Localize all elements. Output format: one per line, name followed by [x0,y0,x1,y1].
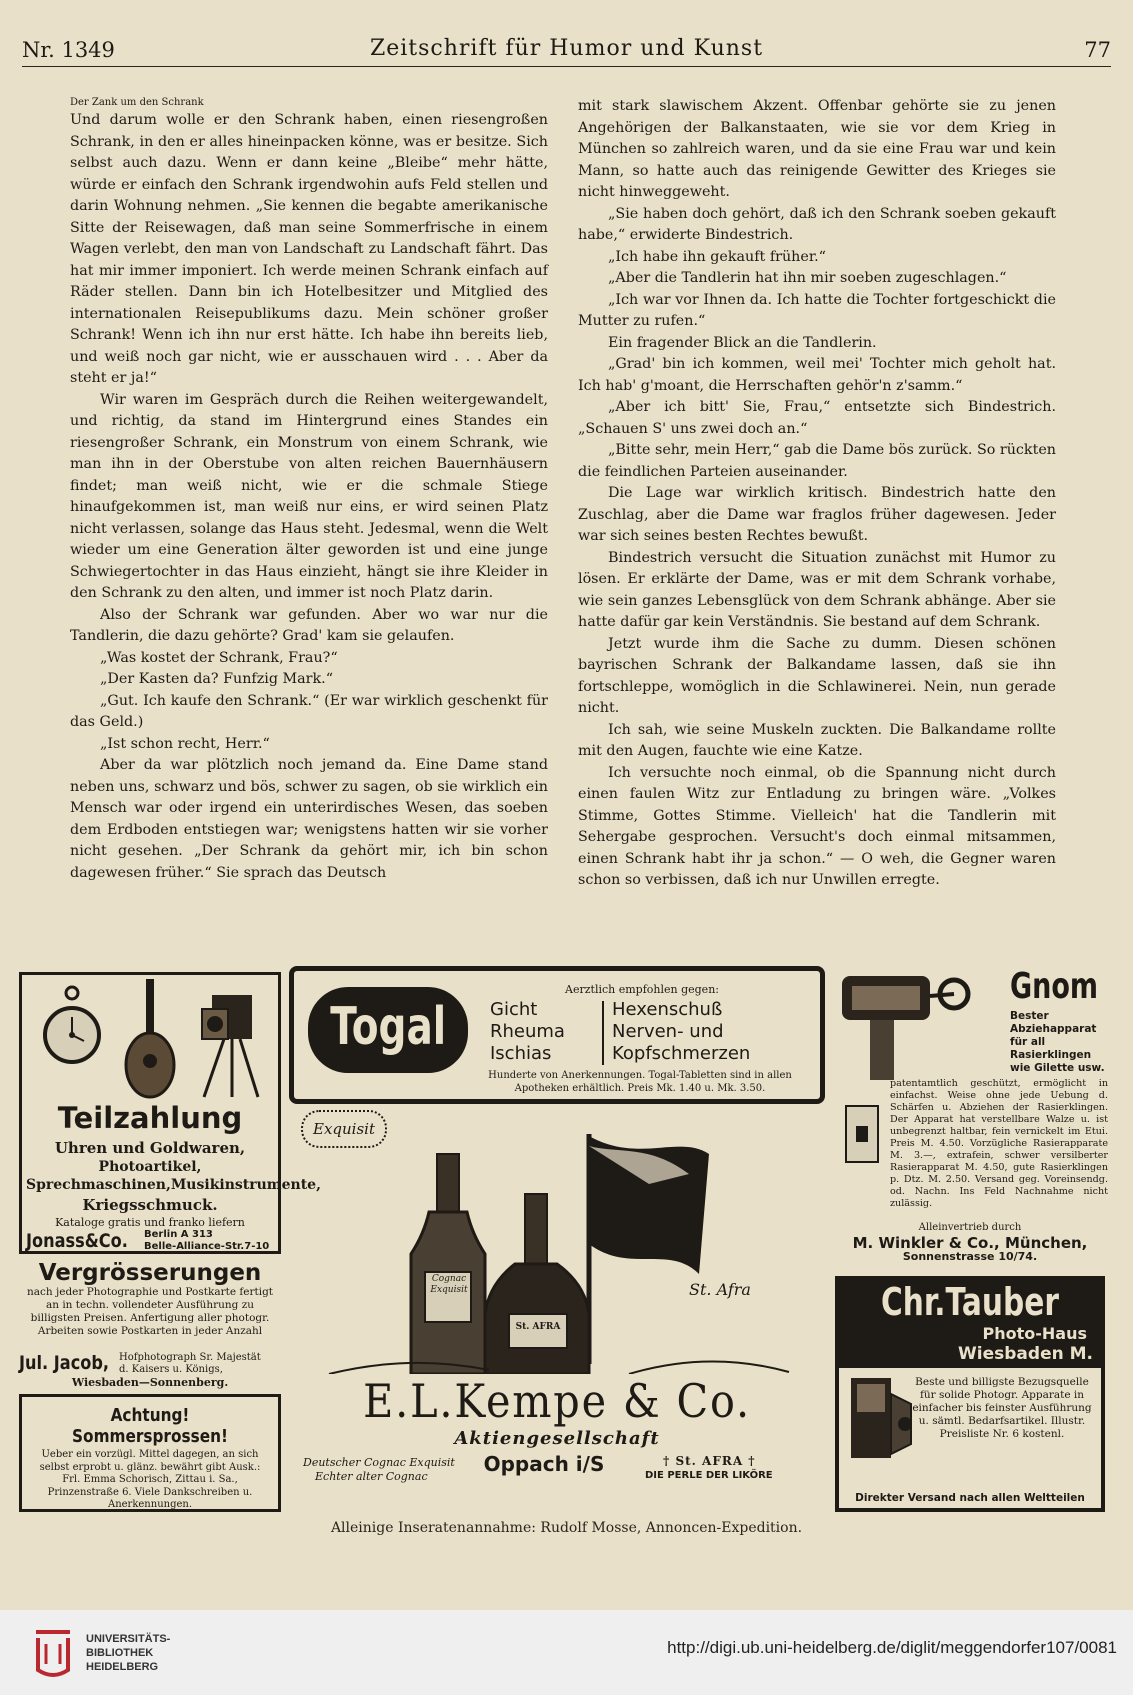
paragraph: „Der Kasten da? Funfzig Mark.“ [100,671,334,687]
library-footer-bar [0,1610,1133,1695]
ad-vergroesserungen [19,1260,281,1388]
ad-subtitle: Bester Abziehapparat für all Rasierklingen wie Gilette usw. [1010,1010,1105,1074]
ad-title: Vergrösserungen [38,1260,262,1286]
product-line: Deutscher Cognac Exquisit [303,1456,455,1469]
paragraph: „Sie haben doch gehört, daß ich den Schrank soeben gekauft habe,“ erwiderte Bindestrich. [578,205,1056,243]
ad-title: Chr.Tauber [881,1280,1059,1324]
ad-line: Photo-Haus [982,1324,1087,1343]
mandolin-icon [122,979,178,1099]
paragraph: mit stark slawischem Akzent. Offenbar gehörte sie zu jenen Angehörigen der Balkanstaaten, wie sie vor dem Krieg in München so zahlreich waren, und da sie eine Frau war und kein Mann, so hatte auch das reinigende Gewitter des Krieges sie nicht hinweggeweht. [578,98,1056,200]
firm-address: Berlin A 313 [144,1229,213,1240]
bottle-label: St. AFRA [515,1322,561,1332]
ad-note: Kataloge gratis und franko liefern [55,1216,245,1229]
paragraph: Ein fragender Blick an die Tandlerin. [608,334,877,351]
paragraph: Aber da war plötzlich noch jemand da. Eine Dame stand neben uns, schwarz und bös, schwer zu sagen, ob sie wirklich ein Mensch war oder irgend ein unterirdisches Wesen, das soeben dem Erdboden entstiegen war; wenigstens hatten wir sie vorher nicht gesehen. „Der Schrank da gehört mir, ich bin schon dagewesen früher.“ Sie sprach das Deutsch [70,757,548,881]
source-url-link[interactable]: http://digi.ub.uni-heidelberg.de/diglit/meggendorfer107/0081 [667,1638,1117,1657]
paragraph: „Was kostet der Schrank, Frau?“ [100,649,338,666]
advertisement-section [15,960,1115,1525]
ad-text: patentamtlich geschützt, ermöglicht in einfachst. Weise ohne jede Uebung d. Schärfen u. Abziehen der Rasierklingen. Der Apparat hat verstellbare Walze u. ist unbegrenzt haltbar, fein vernickelt im Etui. Preis M. 4.50. Vorzügliche Rasierapparate M. 3.—, extrafein, schwer versilberter Rasierapparat M. 4.50, gute Rasierklingen p. Dtz. M. 2.50. Versand geg. Voreinsendg. od. Nachn. Ins Feld Nachnahme nicht zulässig. [890,1078,1108,1209]
ad-line: Wiesbaden M. [958,1344,1093,1364]
product-line: † St. AFRA † [663,1454,756,1468]
ad-teilzahlung [19,972,321,1254]
exquisit-label: Exquisit [301,1110,387,1148]
page-number: 77 [1084,38,1111,62]
paragraph: Bindestrich versucht die Situation zunächst mit Humor zu lösen. Er erklärte der Dame, was er mit dem Schrank vorhabe, wie sein ganzes Lebensglück von dem Schrank abhänge. Aber sie hatte dafür gar kein Verständnis. Sie bestand auf dem Schrank. [578,549,1056,630]
ad-tauber [835,1276,1105,1512]
issue-number: Nr. 1349 [22,38,115,62]
togal-brand-box [308,987,468,1073]
camera-icon [194,989,264,1099]
ad-gnom [830,966,1110,1256]
paragraph: Ich sah, wie seine Muskeln zuckten. Die Balkandame rollte mit den Augen, fauchte wie eine Katze. [578,721,1056,759]
ailment: Kopfschmerzen [612,1043,751,1064]
ad-text: Ueber ein vorzügl. Mittel dagegen, an sich selbst erprobt u. glänz. bewährt gibt Ausk.: Frl. Emma Schorisch, Zittau i. Sa., Prinzenstraße 6. Viele Dankschreiben u. Anerkennungen. [39,1449,261,1510]
ad-togal [289,966,825,1104]
firm-name: Jonass&Co. [26,1230,128,1252]
togal-left-list [490,999,565,1065]
cognac-bottles-illustration [289,1124,825,1374]
paragraph: „Aber ich bitt' Sie, Frau,“ entsetzte sich Bindestrich. „Schauen S' uns zwei doch an.“ [578,399,1056,437]
paragraph: Die Lage war wirklich kritisch. Bindestrich hatte den Zuschlag, aber die Dame war fraglos früher dagewesen. Jeder war sich seines besten Rechtes bewußt. [578,485,1056,544]
paragraph: „Bitte sehr, mein Herr,“ gab die Dame bös zurück. So rückten die feindlichen Parteien auseinander. [578,442,1057,480]
togal-right-list [612,999,750,1065]
paragraph: „Ich war vor Ihnen da. Ich hatte die Tochter fortgeschickt die Mutter zu rufen.“ [578,291,1056,329]
ad-sommersprossen [19,1394,281,1512]
ad-agent: Alleinvertrieb durch [918,1222,1022,1233]
ad-text: nach jeder Photographie und Postkarte fertigt an in techn. vollendeter Ausführung zu billigsten Preisen. Anfertigung aller photogr. Arbeiten sowie Postkarten in jeder Anzahl [26,1286,274,1337]
pocket-watch-icon [42,983,102,1073]
firm-name: E.L.Kempe & Co. [363,1374,751,1428]
tauber-header [839,1280,1101,1368]
paragraph: Jetzt wurde ihm die Sache zu dumm. Diesen schönen bayrischen Schrank der Balkandame lassen, daß sie ihn fortschleppe, womöglich in die Schlawinerei. Nein, nun gerade nicht. [578,635,1056,716]
paragraph: „Gut. Ich kaufe den Schrank.“ (Er war wirklich geschenkt für das Geld.) [70,692,548,730]
page-header [22,32,1111,67]
togal-recommendation: Aerztlich empfohlen gegen: [565,983,719,996]
ailment: Gicht [490,999,538,1020]
ad-title: Achtung! Sommersprossen! [72,1405,228,1447]
ailment: Rheuma [490,1021,565,1042]
firm-city: Wiesbaden—Sonnenberg. [71,1376,229,1389]
firm-subtitle: Aktiengesellschaft [454,1428,660,1449]
firm-address: Sonnenstrasse 10/74. [902,1250,1038,1263]
paragraph: Ich versuchte noch einmal, ob die Spannung nicht durch einen faulen Witz zur Entladung zu bringen wäre. „Volkes Stimme, Gottes Stimme. Vielleich' hat die Tandlerin mit Sehergabe gesprochen. Versucht's doch einmal mitsammen, einen Schrank habt ihr ja schon.“ — O weh, die Gegner waren schon so verbissen, daß ich nur Unwillen erregte. [578,764,1056,888]
ailment: Ischias [490,1043,552,1064]
togal-divider [602,1001,604,1065]
paragraph: „Ich habe ihn gekauft früher.“ [608,248,826,265]
ad-kempe [289,1110,825,1515]
togal-brand: Togal [330,997,446,1057]
ailment: Hexenschuß [612,999,723,1020]
paragraph: Wir waren im Gespräch durch die Reihen weitergewandelt, und richtig, da stand im Hintergrund eines Standes ein riesengroßer Schrank, ein Monstrum von einem Schrank, wie man ihn in der Oberstube von alten reichen Bauernhäusern findet; man weiß nicht, wie er die schmale Stiege hinaufgekommen ist, man weiß nur eins, er wird seinen Platz nicht verlassen, solange das Haus steht. Jedesmal, wenn die Welt wieder um eine Generation älter geworden ist und eine junge Schwiegertochter in das Haus einzieht, hängt sie ihre Kleider in den Schrank zu den alten, und immer ist noch Platz darin. [70,391,548,601]
paragraph: „Grad' bin ich kommen, weil mei' Tochter mich geholt hat. Ich hab' g'moant, die Herrschaften gehör'n z'samm.“ [578,356,1056,394]
togal-footer: Hunderte von Anerkennungen. Togal-Tabletten sind in allen Apotheken erhältlich. Preis Mk. 1.40 u. Mk. 3.50. [488,1070,792,1094]
left-column [70,96,548,884]
firm-info: Hofphotograph Sr. Majestät d. Kaisers u. Königs, [119,1352,261,1375]
inserate-notice: Alleinige Inseratenannahme: Rudolf Mosse, Annoncen-Expedition. [330,1520,803,1536]
product-line: DIE PERLE DER LIKÖRE [645,1470,773,1481]
folding-camera-icon [845,1374,915,1464]
journal-title: Zeitschrift für Humor und Kunst [369,36,764,61]
ad-line: Photoartikel, Sprechmaschinen,Musikinstrumente, [26,1159,321,1193]
right-column [578,96,1056,892]
library-logo-icon [30,1626,76,1678]
paragraph: Und darum wolle er den Schrank haben, einen riesengroßen Schrank, in den er alles hineinpacken könne, was er besitze. Sich selbst auch dazu. Wenn er dann keine „Bleibe“ mehr hätte, würde er einfach den Schrank irgendwohin aufs Feld stellen und darin Wohnung nehmen. „Sie kennen die begabte amerikanische Sitte der Reisewagen, daß man seine Sommerfrische in einem Wagen verlebt, den man von Landschaft zu Landschaft fährt. Das hat mir immer imponiert. Ich werde meinen Schrank einfach auf Räder stellen. Dann bin ich Hotelbesitzer und Mitglied des internationalen Reisepublikums dazu. Mein schöner großer Schrank! Wenn ich ihn nur erst hätte. Ich habe ihn bereits lieb, und weiß noch gar nicht, wie er ausschauen wird . . . Aber da steht er ja!“ [70,112,548,386]
paragraph: „Ist schon recht, Herr.“ [100,735,270,752]
firm-name: M. Winkler & Co., München, [852,1234,1088,1252]
ad-footer: Direkter Versand nach allen Weltteilen [855,1492,1085,1504]
ad-line: Kriegsschmuck. [82,1196,218,1214]
firm-city: Oppach i/S [483,1452,605,1476]
ad-title: Teilzahlung [57,1101,243,1135]
ad-line: Uhren und Goldwaren, [54,1139,246,1157]
bottle-label: Cognac Exquisit [430,1274,468,1295]
firm-name: Jul. Jacob, [19,1352,110,1374]
library-name: UNIVERSITÄTS- BIBLIOTHEK HEIDELBERG [86,1633,171,1673]
running-title: Der Zank um den Schrank [70,97,204,108]
firm-address: Belle-Alliance-Str.7-10 [144,1241,270,1252]
product-line: Echter alter Cognac [315,1470,428,1483]
ailment: Nerven- und [612,1021,724,1042]
ad-text: Beste und billigste Bezugsquelle für solide Photogr. Apparate in einfacher bis feinster Ausführung u. sämtl. Bedarfsartikel. Illustr. Preisliste Nr. 6 kostenl. [912,1376,1092,1440]
signature: St. Afra [689,1280,751,1299]
paragraph: Also der Schrank war gefunden. Aber wo war nur die Tandlerin, die dazu gehörte? Grad' kam sie gelaufen. [70,606,548,644]
paragraph: „Aber die Tandlerin hat ihn mir soeben zugeschlagen.“ [608,270,1007,286]
ad-title: Gnom [1010,966,1099,1007]
